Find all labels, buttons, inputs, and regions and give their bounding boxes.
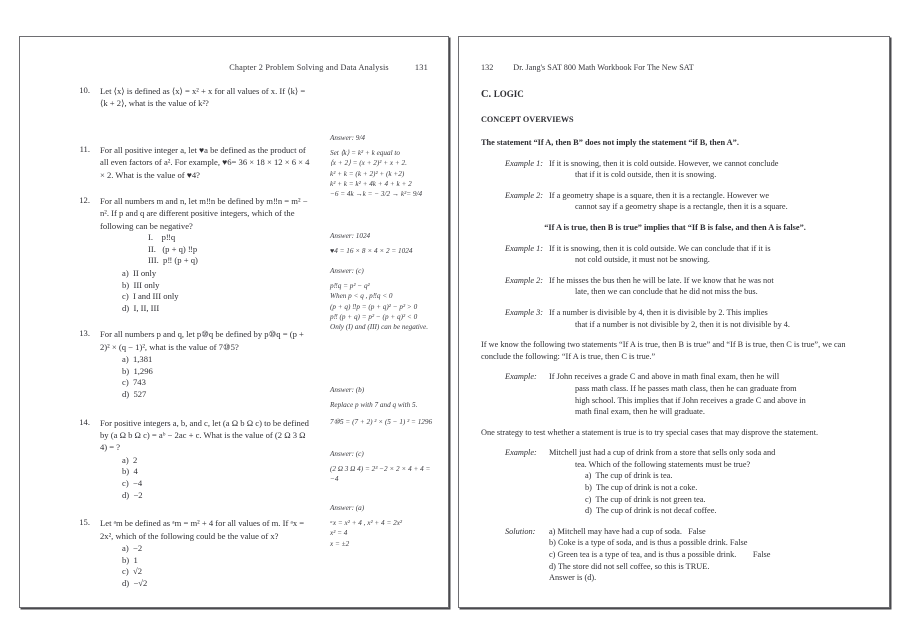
strategy-paragraph: One strategy to test whether a statement is true is to try special cases that may disprove the statement. [481, 427, 819, 437]
question-text: For positive integers a, b, and c, let (a Ω b Ω c) to be defined by (a Ω b Ω c) = aᵇ − 2ac + c. What is the value of (2 Ω 3 Ω 4) = ? [100, 417, 309, 453]
example-line: If John receives a grade C and above in math final exam, then he will [549, 372, 780, 382]
example-line: tea. Which of the following statements must be true? [575, 459, 751, 469]
subsection-heading [481, 115, 574, 125]
example-block [505, 307, 869, 330]
example-line: that if it is cold outside, then it is snowing. [575, 170, 717, 180]
choice-c[interactable]: c) The cup of drink is not green tea. [585, 494, 706, 504]
example-text [549, 307, 869, 330]
page-right [458, 36, 890, 608]
rule-statement: “If A is true, then B is true” implies that “If B is false, and then A is false”. [544, 222, 806, 232]
work-line: −4 [330, 475, 339, 484]
solution-text [549, 526, 869, 584]
work-line: −6 = 4k →k = − 3/2 → k²= 9/4 [330, 190, 423, 199]
section-letter: C. [481, 89, 492, 100]
question-text: Let ᵃm be defined as ᵃm = m² + 4 for all values of m. If ᵃx = 2x², which of the following could be the value of x? [100, 518, 305, 541]
roman-option: II. (p + q) ‼p [148, 243, 198, 254]
solution-line: d) The store did not sell coffee, so this is TRUE. [549, 561, 710, 571]
question-number: 13. [79, 328, 90, 339]
choice-b[interactable]: b) III only [122, 279, 160, 290]
choice-b[interactable]: b) The cup of drink is not a coke. [585, 483, 698, 493]
example-line: math final exam, then he will graduate. [575, 407, 705, 417]
question-list [20, 85, 448, 589]
example-question-block [505, 447, 869, 517]
question-number: 11. [79, 143, 90, 154]
example-label: Example 1: [505, 158, 544, 168]
answer-label: Answer: (c) [330, 450, 364, 458]
example-text [549, 371, 869, 417]
example-block [505, 371, 869, 417]
work-line: When p < q , p‼q < 0 [330, 292, 393, 301]
work-line: x = ±2 [330, 539, 350, 548]
choice-a[interactable]: a) −2 [122, 543, 143, 553]
rule-statement: If we know the following two statements “If A is true, then B is true” and “If B is true, then C is true”, we can conclude the following: “If A is true, then C is true.” [481, 340, 846, 361]
question-number: 12. [79, 195, 90, 206]
example-line: pass math class. If he passes math class, then he can graduate from [575, 383, 797, 393]
answer-label: Answer: (a) [330, 504, 365, 512]
chapter-title: Chapter 2 Problem Solving and Data Analysis [229, 63, 389, 72]
solution-line: a) Mitchell may have had a cup of soda. False [549, 526, 706, 536]
work-line: p‼ (p + q) = p² − (p + q)² < 0 [330, 312, 418, 321]
choice-c[interactable]: c) I and III only [122, 291, 179, 302]
answer-work [330, 281, 449, 332]
example-line: high school. This implies that if John receives a grade C and above in [575, 395, 806, 405]
roman-options [148, 232, 442, 267]
solution-line: Answer is (d). [549, 573, 597, 583]
page-number-left: 131 [414, 63, 428, 72]
section-title: LOGIC [493, 89, 524, 99]
choice-c[interactable]: c) 743 [122, 377, 146, 388]
section-heading [481, 89, 524, 100]
concept-overview-body [481, 137, 869, 593]
question-text: For all numbers p and q, let p⑩q be defined by p⑩q = (p + 2)² × (q − 1)², what is the value of 7⑩5? [100, 329, 304, 352]
work-line: ⟨x + 2⟩ = (x + 2)² + x + 2. [330, 159, 407, 168]
choice-b[interactable]: b) 4 [122, 466, 138, 477]
example-line: If it is snowing, then it is cold outside. However, we cannot conclude [549, 158, 779, 168]
example-label: Example: [505, 372, 537, 382]
work-line: Set ⟨k⟩ = k² + k equal to [330, 149, 400, 158]
choice-a[interactable]: a) 1,381 [122, 354, 153, 365]
example-line: late, then we can conclude that he did not miss the bus. [575, 287, 758, 297]
example-line: If a number is divisible by 4, then it is divisible by 2. This implies [549, 307, 768, 317]
choice-a[interactable]: a) 2 [122, 454, 138, 465]
question-text: For all positive integer a, let ♥a be defined as the product of all even factors of a². For example, ♥6= 36 × 18 × 12 × 6 × 4 × 2. What is the value of ♥4? [100, 144, 310, 180]
example-label: Example: [505, 448, 537, 458]
example-text [549, 275, 869, 298]
example-label: Example 2: [505, 190, 544, 200]
rule-statement: The statement “If A, then B” does not imply the statement “if B, then A”. [481, 138, 739, 147]
example-label: Example 1: [505, 243, 544, 253]
answer-block [330, 266, 449, 332]
work-line: Replace p with 7 and q with 5. [330, 401, 418, 410]
choice-c[interactable]: c) √2 [122, 566, 142, 577]
answer-label: Answer: (c) [330, 267, 364, 275]
answer-label: Answer: 1024 [330, 232, 371, 240]
question-text: Let ⟨x⟩ is defined as ⟨x⟩ = x² + x for all values of x. If ⟨k⟩ = ⟨k + 2⟩, what is the value of k²? [100, 86, 306, 109]
work-line: 7⑩5 = (7 + 2) ² × (5 − 1) ² = 1296 [330, 418, 433, 427]
work-line: (2 Ω 3 Ω 4) = 2³ −2 × 2 × 4 + 4 = [330, 465, 431, 474]
example-text [549, 158, 869, 181]
roman-option: III. p‼ (p + q) [148, 255, 198, 266]
choice-d[interactable]: d) −√2 [122, 577, 148, 588]
choice-d[interactable]: d) −2 [122, 489, 143, 500]
choice-d[interactable]: d) I, II, III [122, 302, 160, 313]
example-text [549, 190, 869, 213]
page-number-right: 132 [481, 63, 494, 72]
example-block [505, 275, 869, 298]
example-block [505, 243, 869, 266]
choice-d[interactable]: d) 527 [122, 389, 147, 399]
choice-a[interactable]: a) The cup of drink is tea. [585, 471, 673, 481]
answer-block [330, 503, 449, 549]
solution-line: c) Green tea is a type of tea, and is thus a possible drink. False [549, 550, 771, 560]
question-text: For all numbers m and n, let m‼n be defined by m‼n = m² − n². If p and q are different positive integers, which of the following can be negative? [100, 196, 308, 231]
answer-block [330, 449, 449, 485]
question-number: 14. [79, 416, 90, 427]
roman-option: I. p‼q [148, 232, 176, 243]
solution-line: b) Coke is a type of soda, and is thus a possible drink. False [549, 538, 748, 548]
work-line: ♥4 = 16 × 8 × 4 × 2 = 1024 [330, 247, 413, 256]
example-block [505, 158, 869, 181]
right-running-head [481, 63, 694, 72]
work-line: p‼q = p² − q² [330, 282, 370, 291]
example-line: If it is snowing, then it is cold outside. We can conclude that if it is [549, 243, 771, 253]
answer-label: Answer: 9/4 [330, 134, 365, 142]
choice-b[interactable]: b) 1,296 [122, 365, 153, 376]
example-label: Example 2: [505, 275, 544, 285]
answer-work [330, 518, 449, 549]
book-title: Dr. Jang's SAT 800 Math Workbook For The New SAT [513, 63, 694, 72]
solution-label: Solution: [505, 526, 536, 536]
page-left [19, 36, 449, 608]
example-line: cannot say if a geometry shape is a rectangle, then it is a square. [575, 202, 788, 212]
example-line: Mitchell just had a cup of drink from a store that sells only soda and [549, 448, 776, 458]
work-line: ᵃx = x² + 4 , x² + 4 = 2x² [330, 519, 403, 528]
work-line: (p + q) ‼p = (p + q)² − p² > 0 [330, 302, 418, 311]
choice-a[interactable]: a) II only [122, 268, 157, 279]
work-line: Only (I) and (III) can be negative. [330, 323, 428, 332]
answer-work [330, 464, 449, 484]
example-text [549, 243, 869, 266]
choice-c[interactable]: c) −4 [122, 478, 143, 488]
example-line: If a geometry shape is a square, then it is a rectangle. However we [549, 190, 770, 200]
choice-b[interactable]: b) 1 [122, 554, 138, 565]
answer-label: Answer: (b) [330, 386, 365, 394]
example-label: Example 3: [505, 307, 544, 317]
example-line: that if a number is not divisible by 2, then it is not divisible by 4. [575, 319, 791, 329]
solution-block [505, 526, 869, 584]
left-running-head [20, 63, 428, 72]
question-number: 15. [79, 517, 90, 528]
question-number: 10. [79, 85, 90, 95]
question-item [20, 85, 448, 110]
work-line: k² + k = (k + 2)² + (k +2) [330, 169, 405, 178]
question-item [20, 144, 448, 181]
example-line: If he misses the bus then he will be late. If we know that he was not [549, 275, 774, 285]
example-block [505, 190, 869, 213]
subsection-title: CONCEPT OVERVIEWS [481, 115, 574, 124]
choice-list [585, 470, 869, 516]
choice-list [122, 543, 442, 589]
example-text [549, 447, 869, 470]
choice-d[interactable]: d) The cup of drink is not decaf coffee. [585, 506, 717, 516]
work-line: k² + k = k² + 4k + 4 + k + 2 [330, 179, 412, 188]
example-line: not cold outside, it must not be snowing. [575, 255, 710, 265]
work-line: x² = 4 [330, 529, 348, 538]
